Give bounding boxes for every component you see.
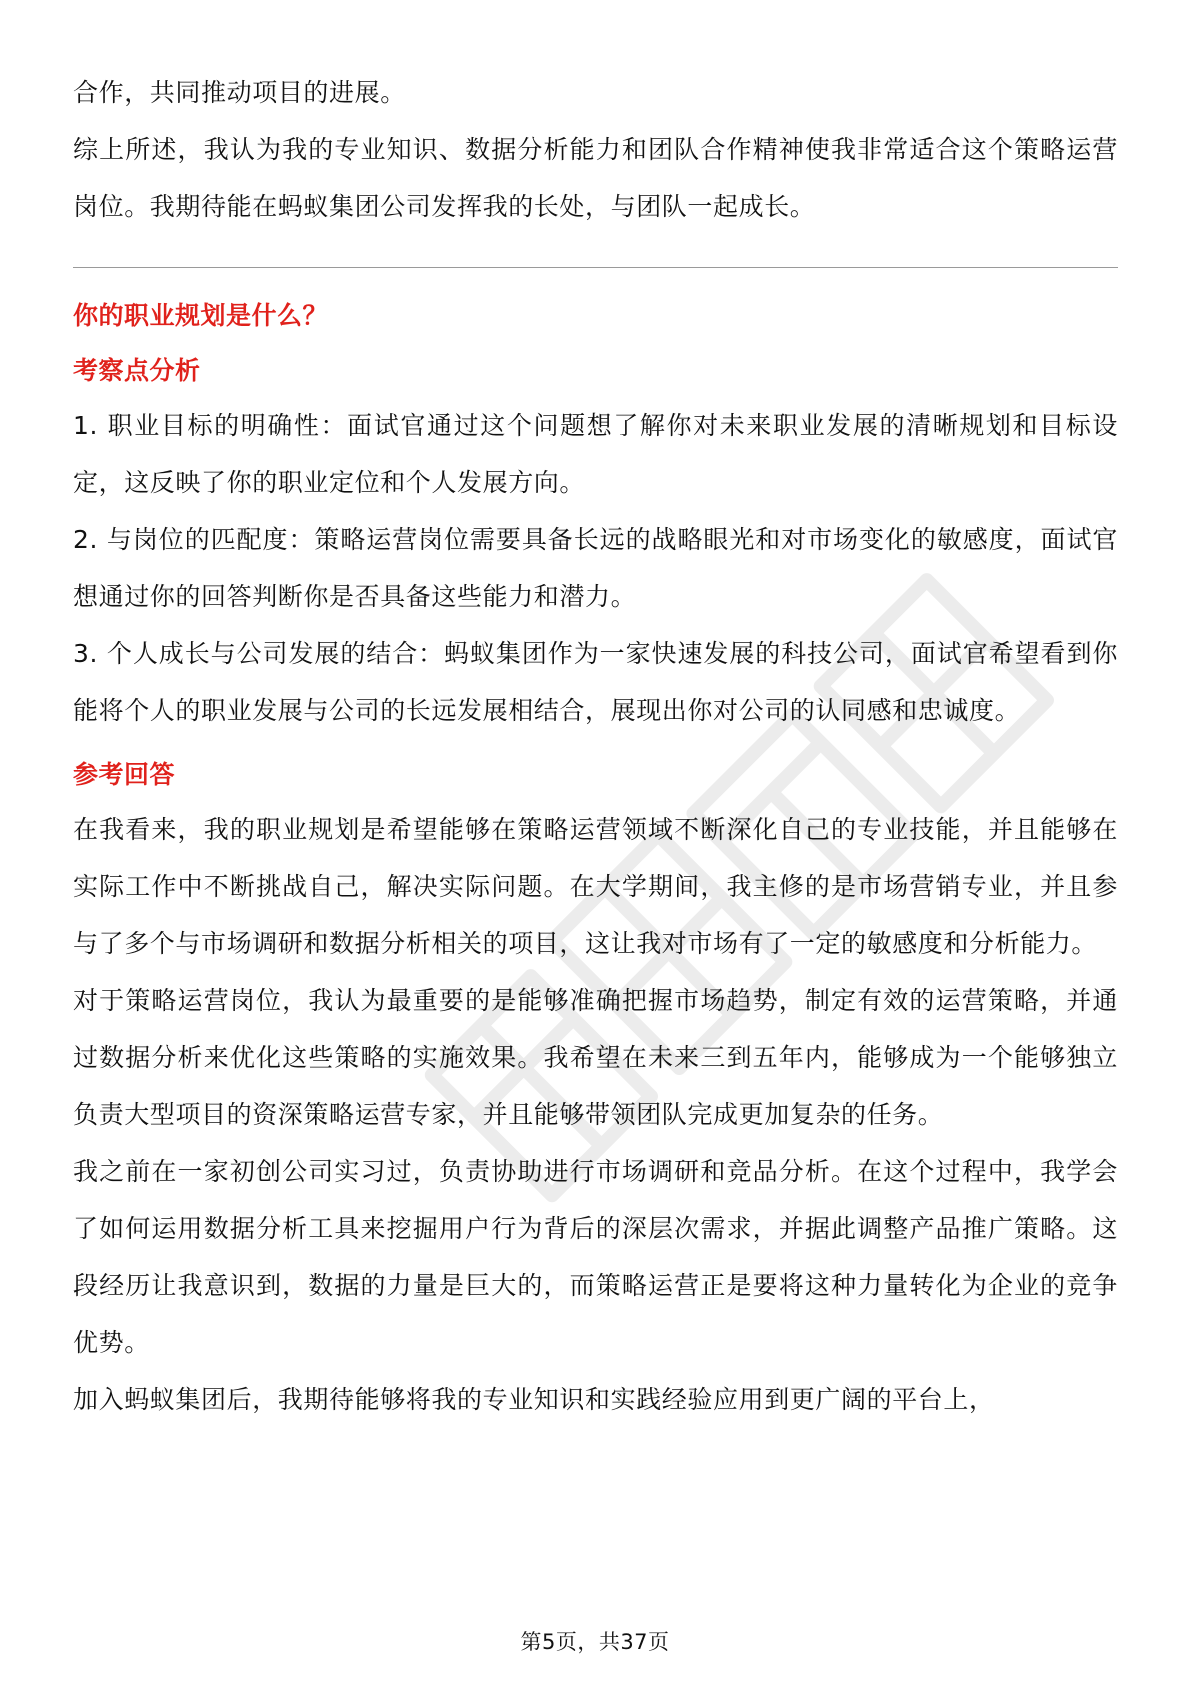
- answer-paragraph: 我之前在一家初创公司实习过，负责协助进行市场调研和竞品分析。在这个过程中，我学会了如何运用数据分析工具来挖掘用户行为背后的深层次需求，并据此调整产品推广策略。这段经历让我意识到，数据的力量是巨大的，而策略运营正是要将这种力量转化为企业的竞争优势。: [73, 1157, 1118, 1357]
- answer-paragraph: 对于策略运营岗位，我认为最重要的是能够准确把握市场趋势，制定有效的运营策略，并通过数据分析来优化这些策略的实施效果。我希望在未来三到五年内，能够成为一个能够独立负责大型项目的资深策略运营专家，并且能够带领团队完成更加复杂的任务。: [73, 986, 1118, 1129]
- analysis-heading: 考察点分析: [73, 356, 201, 385]
- intro-paragraph-summary: 综上所述，我认为我的专业知识、数据分析能力和团队合作精神使我非常适合这个策略运营岗位。我期待能在蚂蚁集团公司发挥我的长处，与团队一起成长。: [73, 135, 1118, 221]
- page-number: 第5页，共37页: [520, 1630, 670, 1654]
- intro-paragraph-continued: 合作，共同推动项目的进展。: [73, 78, 406, 107]
- section-divider: [73, 267, 1118, 268]
- page-content: [73, 64, 1118, 1428]
- analysis-point: 1. 职业目标的明确性：面试官通过这个问题想了解你对未来职业发展的清晰规划和目标设定，这反映了你的职业定位和个人发展方向。: [73, 411, 1118, 497]
- answer-paragraph: 加入蚂蚁集团后，我期待能够将我的专业知识和实践经验应用到更广阔的平台上，: [73, 1385, 995, 1414]
- analysis-point: 3. 个人成长与公司发展的结合：蚂蚁集团作为一家快速发展的科技公司，面试官希望看到你能将个人的职业发展与公司的长远发展相结合，展现出你对公司的认同感和忠诚度。: [73, 639, 1118, 725]
- answer-heading: 参考回答: [73, 760, 176, 789]
- analysis-point: 2. 与岗位的匹配度：策略运营岗位需要具备长远的战略眼光和对市场变化的敏感度，面试官想通过你的回答判断你是否具备这些能力和潜力。: [73, 525, 1118, 611]
- answer-paragraph: 在我看来，我的职业规划是希望能够在策略运营领域不断深化自己的专业技能，并且能够在实际工作中不断挑战自己，解决实际问题。在大学期间，我主修的是市场营销专业，并且参与了多个与市场调研和数据分析相关的项目，这让我对市场有了一定的敏感度和分析能力。: [73, 815, 1118, 958]
- question-title: 你的职业规划是什么？: [73, 301, 329, 330]
